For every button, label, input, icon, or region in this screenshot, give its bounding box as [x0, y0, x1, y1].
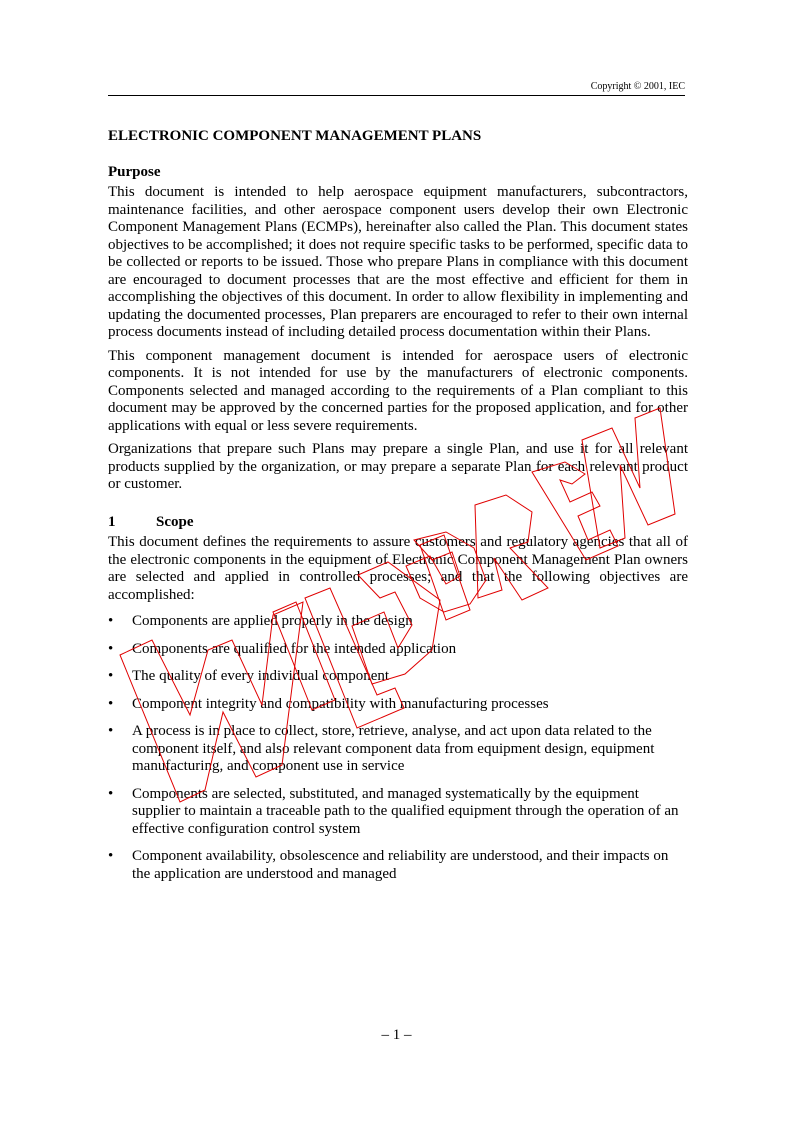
scope-title: Scope [156, 513, 194, 530]
list-item-text: Component integrity and compatibility with manufacturing processes [132, 695, 549, 712]
list-item-text: Components are selected, substituted, and managed systematically by the equipment supplier to maintain a traceable path to the qualified equipment through the operation of an effective configuration control system [132, 785, 679, 837]
list-item [108, 613, 688, 631]
list-item [108, 641, 688, 659]
bullet-icon: • [108, 695, 114, 712]
bullet-icon: • [108, 848, 114, 864]
objectives-list [108, 613, 688, 883]
list-item-text: A process is in place to collect, store, retrieve, analyse, and act upon data related to the component itself, and also relevant component data from equipment design, equipment manufacturing, and component use in service [132, 723, 655, 774]
page-content [108, 128, 688, 893]
copyright-notice: Copyright © 2001, IEC [590, 81, 685, 92]
purpose-paragraph-2: This component management document is intended for aerospace users of electronic components. It is not intended for use by the manufacturers of electronic components. Components selected and managed according to the requirements of a Plan compliant to this document may be approved by the concerned parties for the proposed application, and for other applications with equal or less severe requirements. [108, 347, 688, 434]
list-item-text: Component availability, obsolescence and reliability are understood, and their impacts on the application are understood and managed [132, 848, 669, 882]
purpose-paragraph-3: Organizations that prepare such Plans may prepare a single Plan, and use it for all relevant products supplied by the organization, or may prepare a separate Plan for each relevant product or customer. [108, 441, 688, 492]
bullet-icon: • [108, 785, 114, 802]
bullet-icon: • [108, 613, 114, 629]
page-number: – 1 – [381, 1027, 412, 1043]
bullet-icon: • [108, 668, 114, 684]
list-item-text: Components are qualified for the intended application [132, 640, 457, 657]
list-item [108, 786, 688, 839]
scope-intro: This document defines the requirements to assure customers and regulatory agencies that all of the electronic components in the equipment of Electronic Component Management Plan owners are selected and applied in controlled processes; and that the following objectives are accomplished: [108, 534, 688, 603]
purpose-heading: Purpose [108, 163, 161, 180]
list-item [108, 848, 688, 883]
list-item [108, 723, 688, 776]
bullet-icon: • [108, 640, 114, 657]
list-item [108, 696, 688, 714]
document-title: ELECTRONIC COMPONENT MANAGEMENT PLANS [108, 128, 482, 144]
purpose-paragraph-1: This document is intended to help aerospace equipment manufacturers, subcontractors, maintenance facilities, and other aerospace component users develop their own Electronic Component Management Plans (ECMPs), hereinafter also called the Plan. This document states objectives to be accomplished; it does not require specific tasks to be performed, specific data to be collected or reports to be issued. Those who prepare Plans in compliance with this document are encouraged to document processes that are the most effective and efficient for them in accomplishing the objectives of this document. In order to allow flexibility in implementing and updating the documented processes, Plan preparers are encouraged to refer to their own internal process documents instead of including detailed process documentation within their Plans. [108, 184, 688, 340]
scope-heading [108, 514, 688, 532]
list-item-text: Components are applied properly in the design [132, 613, 413, 629]
scope-number: 1 [108, 513, 116, 530]
header-rule [108, 95, 685, 96]
list-item-text: The quality of every individual component [132, 668, 390, 684]
bullet-icon: • [108, 723, 114, 739]
list-item [108, 668, 688, 686]
